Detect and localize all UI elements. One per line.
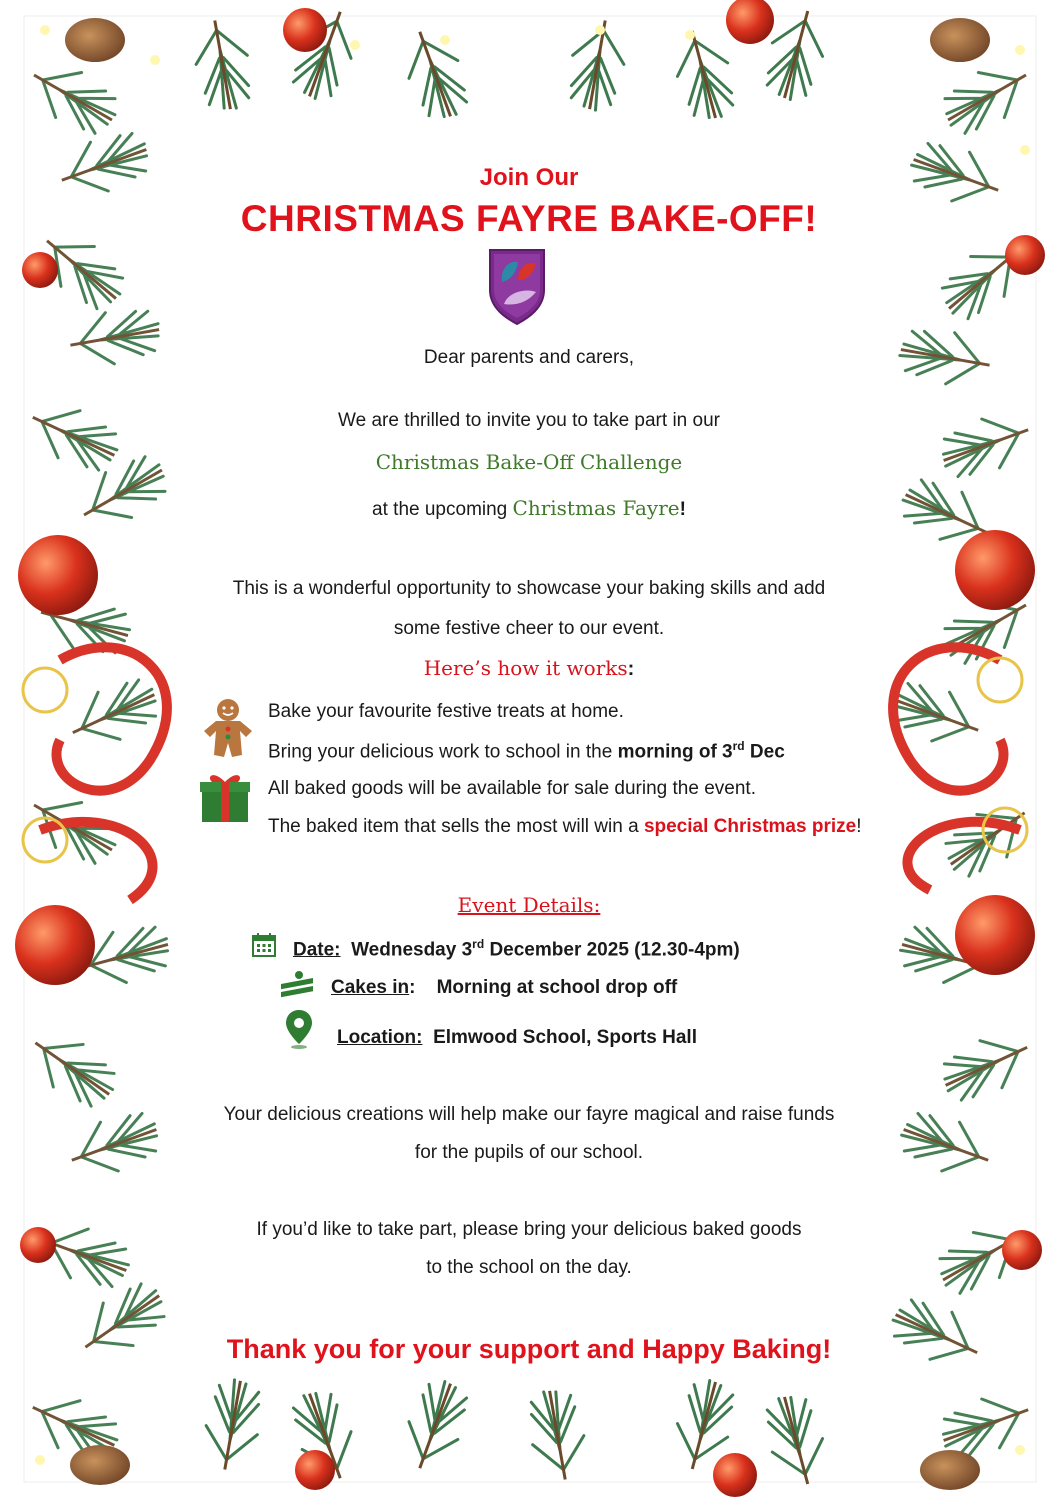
gift-box-icon — [198, 770, 252, 824]
funds-line2: for the pupils of our school. — [414, 1142, 644, 1163]
event-details-heading — [0, 893, 1058, 917]
cakes-in — [331, 977, 677, 999]
calendar-icon — [251, 932, 277, 958]
how-it-works-heading — [0, 656, 1058, 681]
cakes-label: Cakes in — [331, 977, 410, 998]
date-label: Date: — [293, 939, 341, 961]
thank-you-message: Thank you for your support and Happy Baking! — [226, 1334, 832, 1364]
date-value-suffix: December 2025 (12.30-4pm) — [484, 939, 740, 961]
step-2-prefix: Bring your delicious work to school in the — [268, 741, 618, 763]
invite-text: We are thrilled to invite you to take part in our — [338, 410, 720, 431]
at-prefix: at the upcoming — [372, 499, 513, 520]
step-2-bold: morning of 3 — [617, 741, 733, 763]
event-location — [337, 1027, 697, 1049]
cakes-value: Morning at school drop off — [436, 977, 678, 998]
location-label: Location: — [337, 1027, 423, 1048]
gingerbread-man-icon — [198, 697, 258, 761]
location-pin-icon — [282, 1008, 316, 1050]
fayre-name: Christmas Fayre — [512, 496, 680, 520]
cakes-colon: : — [409, 977, 416, 998]
school-crest-logo — [486, 246, 548, 326]
take-part-line1: If you’d like to take part, please bring your delicious baked goods — [256, 1219, 802, 1240]
step-4-prefix: The baked item that sells the most will win a — [268, 816, 644, 837]
opportunity-line2: some festive cheer to our event. — [393, 618, 665, 639]
step-4 — [268, 816, 861, 838]
fayre-exclaim: ! — [679, 499, 686, 520]
special-prize-text: special Christmas prize — [643, 816, 857, 837]
how-heading-colon: : — [627, 658, 635, 680]
join-our-heading: Join Our — [479, 164, 579, 191]
event-date — [293, 937, 740, 961]
location-value: Elmwood School, Sports Hall — [433, 1027, 697, 1048]
page-title: CHRISTMAS FAYRE BAKE-OFF! — [240, 198, 818, 239]
how-heading-text: Here’s how it works — [423, 656, 628, 680]
funds-line1: Your delicious creations will help make our fayre magical and raise funds — [223, 1104, 835, 1125]
fayre-line — [0, 496, 1058, 521]
date-value-sup: rd — [472, 937, 485, 951]
step-2-sup: rd — [732, 739, 745, 753]
opportunity-line1: This is a wonderful opportunity to showcase your baking skills and add — [232, 578, 826, 599]
greeting-text: Dear parents and carers, — [423, 347, 635, 368]
step-2 — [268, 739, 785, 763]
step-2-suffix: Dec — [744, 741, 785, 763]
take-part-line2: to the school on the day. — [426, 1257, 632, 1278]
step-4-suffix: ! — [856, 816, 862, 837]
step-3: All baked goods will be available for sale during the event. — [268, 778, 756, 799]
cake-icon — [277, 970, 317, 1004]
challenge-name: Christmas Bake-Off Challenge — [375, 450, 683, 474]
event-details-heading-text: Event Details: — [457, 893, 601, 917]
step-1: Bake your favourite festive treats at home. — [268, 701, 624, 722]
date-value-prefix: Wednesday 3 — [351, 939, 473, 961]
